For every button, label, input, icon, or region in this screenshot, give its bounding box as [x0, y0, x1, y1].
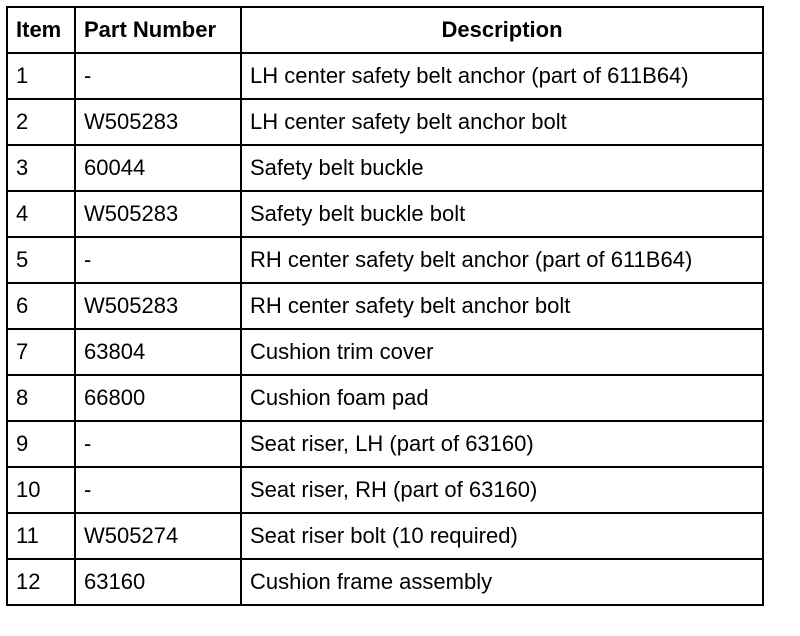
description-cell: LH center safety belt anchor (part of 611B64)	[241, 53, 763, 99]
item-cell: 9	[7, 421, 75, 467]
description-cell: Safety belt buckle bolt	[241, 191, 763, 237]
part-number-cell: -	[75, 467, 241, 513]
item-cell: 3	[7, 145, 75, 191]
description-cell: Cushion trim cover	[241, 329, 763, 375]
table-row	[7, 145, 763, 191]
part-number-cell: 63160	[75, 559, 241, 605]
description-cell: Cushion foam pad	[241, 375, 763, 421]
table-row	[7, 421, 763, 467]
description-cell: Cushion frame assembly	[241, 559, 763, 605]
part-number-cell: 63804	[75, 329, 241, 375]
header-description: Description	[241, 7, 763, 53]
table-row	[7, 467, 763, 513]
item-cell: 5	[7, 237, 75, 283]
table-row	[7, 99, 763, 145]
item-cell: 8	[7, 375, 75, 421]
item-cell: 10	[7, 467, 75, 513]
description-cell: Seat riser bolt (10 required)	[241, 513, 763, 559]
table-row	[7, 513, 763, 559]
part-number-cell: -	[75, 421, 241, 467]
description-cell: Seat riser, RH (part of 63160)	[241, 467, 763, 513]
item-cell: 11	[7, 513, 75, 559]
part-number-cell: W505274	[75, 513, 241, 559]
table-row	[7, 53, 763, 99]
item-cell: 1	[7, 53, 75, 99]
item-cell: 7	[7, 329, 75, 375]
item-cell: 2	[7, 99, 75, 145]
part-number-cell: W505283	[75, 99, 241, 145]
table-row	[7, 283, 763, 329]
part-number-cell: W505283	[75, 283, 241, 329]
header-part-number: Part Number	[75, 7, 241, 53]
header-item: Item	[7, 7, 75, 53]
part-number-cell: -	[75, 53, 241, 99]
part-number-cell: -	[75, 237, 241, 283]
part-number-cell: 60044	[75, 145, 241, 191]
description-cell: RH center safety belt anchor (part of 611B64)	[241, 237, 763, 283]
item-cell: 12	[7, 559, 75, 605]
description-cell: Seat riser, LH (part of 63160)	[241, 421, 763, 467]
table-row	[7, 329, 763, 375]
table-row	[7, 191, 763, 237]
parts-table	[6, 6, 764, 606]
part-number-cell: W505283	[75, 191, 241, 237]
table-header-row	[7, 7, 763, 53]
description-cell: Safety belt buckle	[241, 145, 763, 191]
description-cell: RH center safety belt anchor bolt	[241, 283, 763, 329]
item-cell: 4	[7, 191, 75, 237]
table-row	[7, 375, 763, 421]
table-row	[7, 237, 763, 283]
part-number-cell: 66800	[75, 375, 241, 421]
description-cell: LH center safety belt anchor bolt	[241, 99, 763, 145]
table-row	[7, 559, 763, 605]
item-cell: 6	[7, 283, 75, 329]
